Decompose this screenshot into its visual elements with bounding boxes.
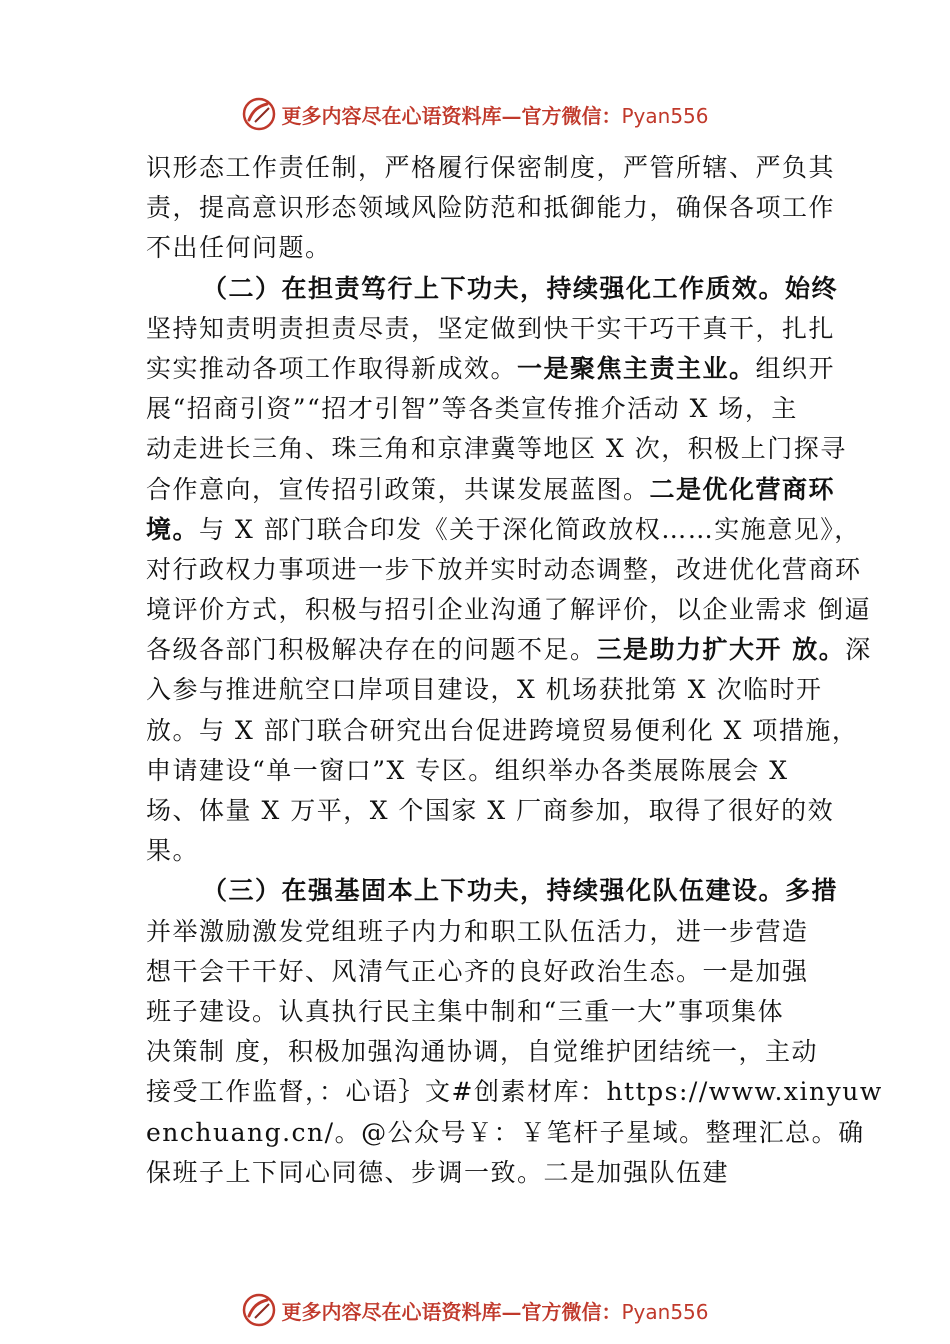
paragraph-line: 动走进长三角、珠三角和京津冀等地区 X 次，积极上门探寻 <box>146 434 847 464</box>
paragraph-line: 展“招商引资”“招才引智”等各类宣传推介活动 X 场，主 <box>146 394 798 424</box>
bold-phrase: 境。 <box>146 514 200 544</box>
paragraph-line: 合作意向，宣传招引政策，共谋发展蓝图。二是优化营商环 <box>146 474 836 504</box>
paragraph-line: 识形态工作责任制，严格履行保密制度，严管所辖、严负其 <box>146 153 836 182</box>
bold-phrase: 二是优化营商环 <box>649 474 836 504</box>
paragraph-line: 境评价方式，积极与招引企业沟通了解评价，以企业需求 倒逼 <box>146 595 871 625</box>
paragraph-line: enchuang.cn/。@公众号￥：￥笔杆子星域。整理汇总。确 <box>146 1117 865 1147</box>
bold-phrase: 三是助力扩大开 放。 <box>596 635 846 665</box>
paragraph-line: 接受工作监督，：心语｝文#创素材库：https://www.xinyuw <box>146 1077 883 1107</box>
paragraph-line: 对行政权力事项进一步下放并实时动态调整，改进优化营商环 <box>146 554 862 584</box>
signature-pen-logo-icon <box>241 1292 277 1328</box>
paragraph-line: 决策制 度，积极加强沟通协调，自觉维护团结统一，主动 <box>146 1037 818 1067</box>
heading-text: （三）在强基固本上下功夫，持续强化队伍建设。多措 <box>202 876 839 906</box>
paragraph-line: 境。与 X 部门联合印发《关于深化简政放权……实施意见》， <box>146 514 861 544</box>
banner-text: 更多内容尽在心语资料库—官方微信：Pyan556 <box>281 1299 709 1324</box>
section-heading-3 <box>146 871 839 911</box>
bold-phrase: 一是聚焦主责主业。 <box>517 353 756 383</box>
paragraph-line: 并举激励激发党组班子内力和职工队伍活力，进一步营造 <box>146 916 809 946</box>
paragraph-line: 实实推动各项工作取得新成效。一是聚焦主责主业。组织开 <box>146 353 836 383</box>
header-banner <box>0 94 950 134</box>
wechat-handle: Pyan556 <box>621 1299 709 1324</box>
paragraph-line: 想干会干干好、风清气正心齐的良好政治生态。一是加强 <box>146 956 809 986</box>
paragraph-line: 申请建设“单一窗口”X 专区。组织举办各类展陈展会 X <box>146 755 789 785</box>
wechat-handle: Pyan556 <box>621 103 709 128</box>
paragraph-line: 场、体量 X 万平，X 个国家 X 厂商参加，取得了很好的效 <box>146 796 835 825</box>
section-heading-2 <box>146 269 839 309</box>
heading-text: （二）在担责笃行上下功夫，持续强化工作质效。始终 <box>202 273 839 303</box>
paragraph-line: 不出任何问题。 <box>146 233 332 263</box>
document-body <box>146 148 883 1193</box>
paragraph-line: 责，提高意识形态领域风险防范和抵御能力，确保各项工作 <box>146 193 836 223</box>
paragraph-line: 班子建设。认真执行民主集中制和“三重一大”事项集体 <box>146 996 785 1026</box>
paragraph-line: 坚持知责明责担责尽责，坚定做到快干实干巧干真干，扎扎 <box>146 313 836 343</box>
paragraph-line: 保班子上下同心同德、步调一致。二是加强队伍建 <box>146 1157 730 1187</box>
footer-banner <box>0 1290 950 1330</box>
banner-text: 更多内容尽在心语资料库—官方微信：Pyan556 <box>281 103 709 128</box>
paragraph-line: 放。与 X 部门联合研究出台促进跨境贸易便利化 X 项措施， <box>146 715 859 745</box>
paragraph-line: 果。 <box>146 836 200 866</box>
signature-pen-logo-icon <box>241 96 277 132</box>
paragraph-line: 各级各部门积极解决存在的问题不足。三是助力扩大开 放。深 <box>146 635 872 665</box>
paragraph-line: 入参与推进航空口岸项目建设，X 机场获批第 X 次临时开 <box>146 675 823 705</box>
